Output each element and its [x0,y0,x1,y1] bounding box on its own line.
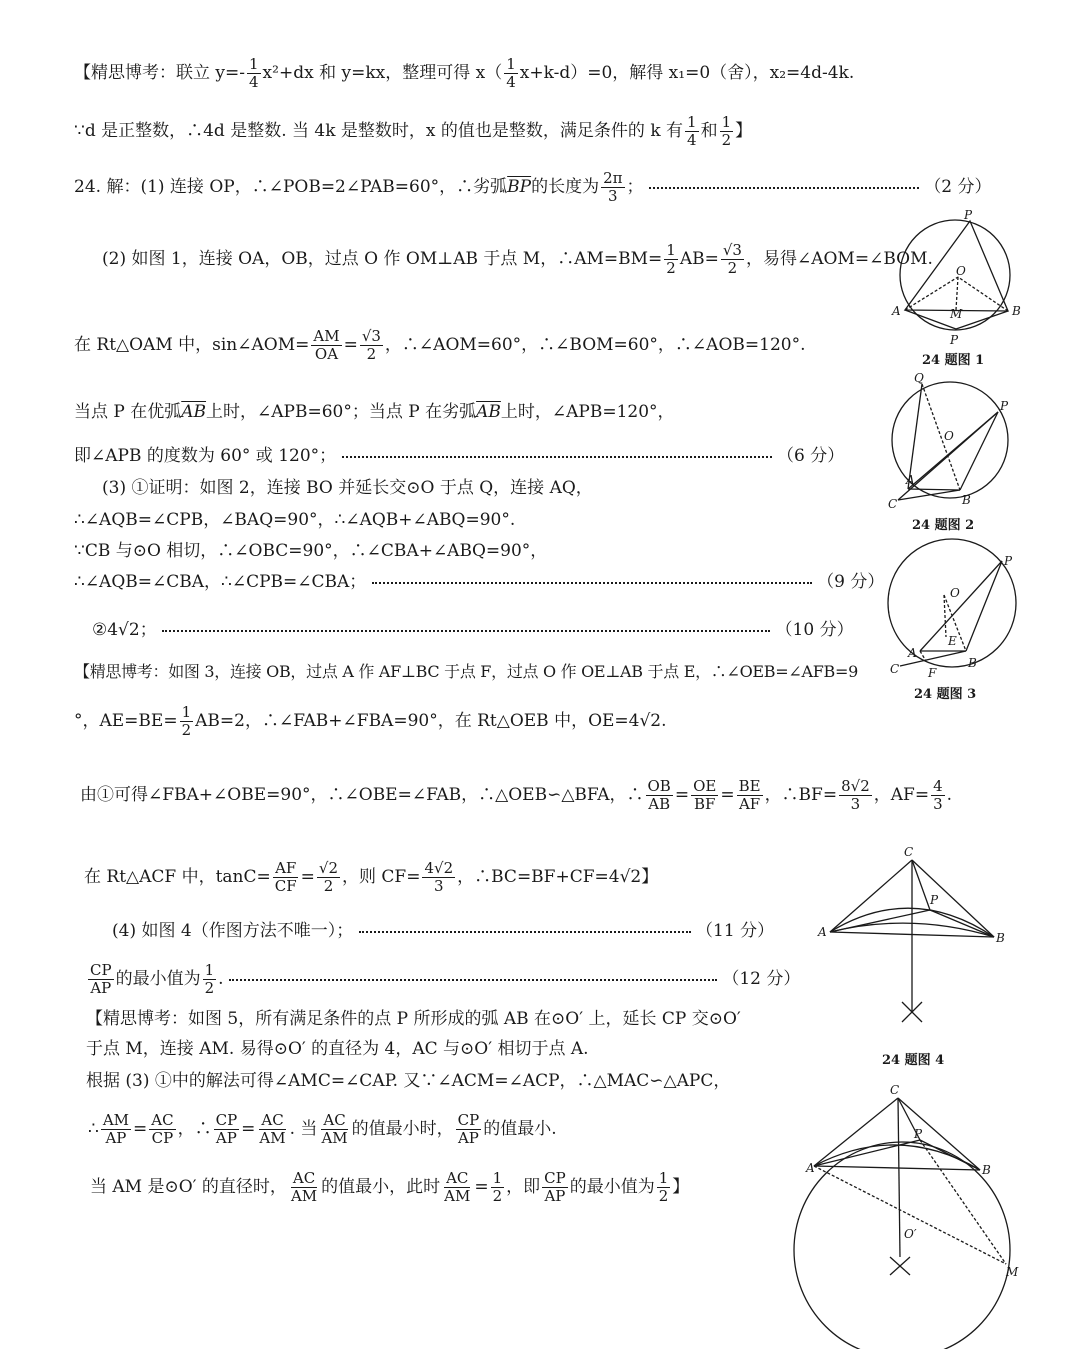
label-o-prime: O′ [904,1227,917,1241]
line-1: 【精思博考：联立 y=- $\frac{1}{4}$ x²+dx 和 y=kx，整理可得 x（ $\frac{1}{4}$ x+k-d）=0，解得 x₁=0（舍），x₂=4d-4k. [74,55,855,91]
label-p: P [930,893,939,907]
fraction: $\frac{1}{2}$ [666,241,676,277]
figure-2-caption: 24 题图 2 [912,518,975,533]
arc-bp: $\overline{BP}$ [507,177,532,197]
label-c: C [888,497,898,511]
fraction: $\frac{4√2}{3}$ [424,859,454,895]
fraction: $\frac{AM}{AP}$ [102,1111,130,1147]
line-22: ∴ $\frac{AM}{AP}$ = $\frac{AC}{CP}$ ，∴ $\frac{CP}{AP}$ = $\frac{AC}{AM}$ . 当 $\frac{AC}{AM}$ 的值最小时， $\frac{CP}{AP}$ 的值最小. [88,1111,557,1147]
fraction: $\frac{AC}{AM}$ [290,1169,318,1205]
fraction: $\frac{AC}{CP}$ [151,1111,174,1147]
fraction: $\frac{BE}{AF}$ [738,777,761,813]
line-11: ∴∠AQB=∠CBA，∴∠CPB=∠CBA； （9 分） [74,572,885,592]
score: （12 分） [722,969,801,989]
line-8: (3) ①证明：如图 2，连接 BO 并延长交⊙O 于点 Q，连接 AQ， [102,478,593,498]
label-o: O [944,429,954,443]
fraction: $\frac{1}{2}$ [181,703,192,739]
leader-dots [649,187,919,189]
fraction: $\frac{1}{4}$ [249,55,259,91]
figure-5 [780,1082,1030,1349]
fraction: $\frac{AM}{OA}$ [313,327,340,363]
label-c: C [890,1083,900,1097]
line-14: °，AE=BE= $\frac{1}{2}$ AB=2，∴∠FAB+∠FBA=90°，在 Rt△OEB 中，OE=4√2. [74,703,667,739]
score: （11 分） [696,921,775,941]
label-o: O [956,264,966,278]
label-b: B [996,931,1005,945]
fraction: $\frac{1}{4}$ [687,113,697,149]
score: （9 分） [817,572,885,592]
score: （2 分） [924,177,992,197]
fraction: $\frac{√2}{2}$ [318,859,339,895]
label-a: A [892,304,901,318]
label-m: M [1006,1265,1019,1279]
fraction: $\frac{1}{2}$ [204,961,215,997]
leader-dots [372,582,812,584]
fraction: $\frac{CP}{AP}$ [90,961,112,997]
score: （10 分） [775,620,854,640]
label-a: A [908,646,917,660]
fraction: $\frac{1}{2}$ [658,1169,669,1205]
fraction: $\frac{AF}{CF}$ [274,859,297,895]
line-20: 于点 M，连接 AM. 易得⊙O′ 的直径为 4，AC 与⊙O′ 相切于点 A. [86,1039,589,1059]
figure-3 [880,533,1030,681]
label-c: C [890,662,900,676]
line-6: 当点 P 在优弧$\overline{AB}$上时，∠APB=60°；当点 P 在劣弧$\overline{AB}$上时，∠APB=120°， [74,402,675,422]
fraction: $\frac{4}{3}$ [933,777,943,813]
line-13: 【精思博考：如图 3，连接 OB，过点 A 作 AF⊥BC 于点 F，过点 O 作 OE⊥AB 于点 E，∴∠OEB=∠AFB=9 [74,662,858,681]
label-p: P [964,208,973,222]
leader-dots [229,979,717,981]
line-7: 即∠APB 的度数为 60° 或 120°； （6 分） [74,446,845,466]
label-o: O [950,586,960,600]
line-3: 24. 解：(1) 连接 OP，∴∠POB=2∠PAB=60°，∴劣弧$\overline{BP}$的长度为 $\frac{2\pi}{3}$ ； （2 分） [74,169,992,205]
label-p: P [1004,554,1013,568]
label-c: C [904,845,914,859]
fraction: $\frac{CP}{AP}$ [215,1111,238,1147]
fraction: $\frac{1}{4}$ [506,55,516,91]
line-4: (2) 如图 1，连接 OA，OB，过点 O 作 OM⊥AB 于点 M，∴AM=BM= $\frac{1}{2}$ AB= $\frac{√3}{2}$ ，易得∠AOM=∠BOM. [102,241,933,277]
label-p: P [1000,399,1009,413]
label-p: P [914,1127,923,1141]
label-m: M [950,307,963,321]
fraction: $\frac{AC}{AM}$ [321,1111,348,1147]
fraction: $\frac{√3}{2}$ [722,241,742,277]
fraction: $\frac{AC}{AM}$ [259,1111,286,1147]
fraction: $\frac{CP}{AP}$ [457,1111,480,1147]
label-b: B [962,493,971,507]
line-21: 根据 (3) ①中的解法可得∠AMC=∠CAP. 又∵∠ACM=∠ACP，∴△MAC∽△APC， [86,1071,731,1091]
fraction: $\frac{8√2}{3}$ [841,777,870,813]
fraction: $\frac{1}{2}$ [492,1169,503,1205]
figure-4 [812,842,1022,1047]
line-16: 在 Rt△ACF 中，tanC= $\frac{AF}{CF}$ = $\frac{√2}{2}$ ，则 CF= $\frac{4√2}{3}$ ，∴BC=BF+CF=4√2】 [84,859,659,895]
label-f: F [928,666,937,680]
label-q: Q [914,372,924,385]
label-p2: P [950,333,959,347]
leader-dots [342,456,772,458]
line-5: 在 Rt△OAM 中，sin∠AOM= $\frac{AM}{OA}$ = $\frac{√3}{2}$ ，∴∠AOM=60°，∴∠BOM=60°，∴∠AOB=120°. [74,327,806,363]
arc-ab: $\overline{AB}$ [181,402,207,422]
line-23: 当 AM 是⊙O′ 的直径时， $\frac{AC}{AM}$ 的值最小，此时 $\frac{AC}{AM}$ = $\frac{1}{2}$ ，即 $\frac{CP}{AP}$ 的最小值为 $\frac{1}{2}$ 】 [90,1169,690,1205]
leader-dots [162,630,770,632]
line-10: ∵CB 与⊙O 相切，∴∠OBC=90°，∴∠CBA+∠ABQ=90°， [74,541,548,561]
line-19: 【精思博考：如图 5，所有满足条件的点 P 所形成的弧 AB 在⊙O′ 上，延长 CP 交⊙O′ [86,1009,741,1029]
leader-dots [359,931,691,933]
label-a: A [818,925,827,939]
line-17: (4) 如图 4（作图方法不唯一）； （11 分） [112,921,775,941]
arc-ab: $\overline{AB}$ [476,402,501,422]
label-a: A [806,1161,815,1175]
fraction: $\frac{2\pi}{3}$ [603,169,623,205]
line-18: $\frac{CP}{AP}$ 的最小值为 $\frac{1}{2}$ . （12 分） [90,961,801,997]
line-2: ∵d 是正整数，∴4d 是整数. 当 4k 是整数时，x 的值也是整数，满足条件的 k 有 $\frac{1}{4}$ 和 $\frac{1}{2}$ 】 [74,113,753,149]
fraction: $\frac{CP}{AP}$ [544,1169,566,1205]
label-b: B [968,656,977,670]
fraction: $\frac{√3}{2}$ [361,327,381,363]
fraction: $\frac{AC}{AM}$ [444,1169,471,1205]
line-9: ∴∠AQB=∠CPB，∠BAQ=90°，∴∠AQB+∠ABQ=90°. [74,510,516,530]
fraction: $\frac{OE}{BF}$ [693,777,717,813]
label-a: A [906,473,915,487]
score: （6 分） [776,446,845,466]
label-b: B [982,1163,991,1177]
figure-1 [880,205,1030,350]
figure-2 [880,372,1030,512]
figure-4-caption: 24 题图 4 [882,1053,945,1068]
line-15: 由①可得∠FBA+∠OBE=90°，∴∠OBE=∠FAB，∴△OEB∽△BFA，∴ $\frac{OB}{AB}$ = $\frac{OE}{BF}$ = $\frac{BE}{AF}$ ，∴BF= $\frac{8√2}{3}$ ，AF= $\frac{4}{3}$ . [80,777,953,813]
fraction: $\frac{1}{2}$ [721,113,732,149]
circle-o-prime [794,1142,1010,1349]
fraction: $\frac{OB}{AB}$ [647,777,671,813]
figure-3-caption: 24 题图 3 [914,687,977,702]
figure-1-caption: 24 题图 1 [922,353,985,368]
label-b: B [1012,304,1021,318]
line-12: ②4√2； （10 分） [92,620,854,640]
label-e: E [948,634,957,648]
